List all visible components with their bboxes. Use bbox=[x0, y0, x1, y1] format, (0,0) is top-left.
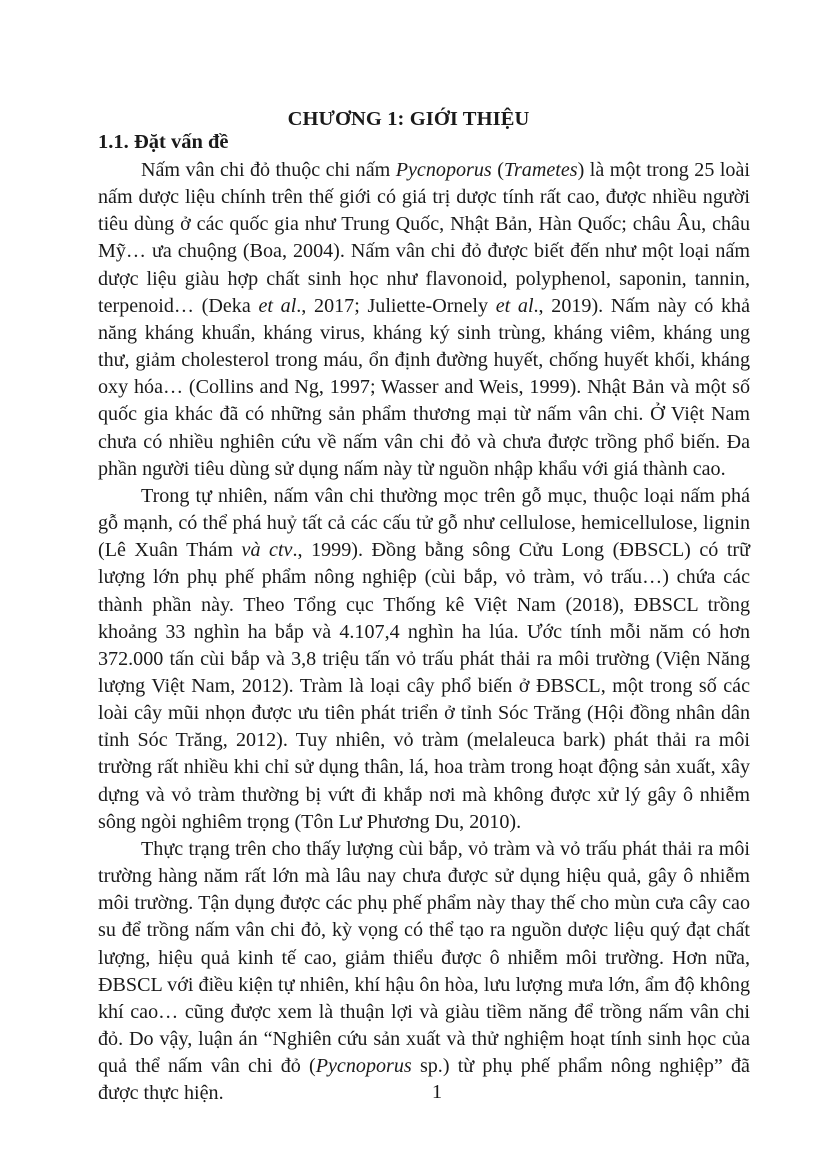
text-run: Nấm vân chi đỏ thuộc chi nấm bbox=[141, 159, 396, 181]
text-run: ( bbox=[491, 159, 504, 181]
text-run: ., 2017; Juliette-Ornely bbox=[296, 294, 496, 317]
italic-text: et al bbox=[495, 294, 534, 317]
text-run: ) là một trong 25 loài nấm dược liệu chính trên thế giới có giá trị dược tính rất cao, được nhiều người tiêu dùng ở các quốc gia như Trung Quốc, Nhật Bản, Hàn Quốc; châu Âu, châu Mỹ… ưa chuộng (Boa, 2004). Nấm vân chi đỏ được biết đến như một loại nấm dược liệu giàu hợp chất sinh học như flavonoid, polyphenol, saponin, tannin, terpenoid… (Deka bbox=[98, 159, 750, 317]
text-run: ., 2019). Nấm này có khả năng kháng khuẩn, kháng virus, kháng ký sinh trùng, kháng viêm, kháng ung thư, giảm cholesterol trong máu, ổn định đường huyết, chống huyết khối, kháng oxy hóa… (Collins and Ng, 1997; Wasser and Weis, 1999). Nhật Bản và một số quốc gia khác đã có những sản phẩm thương mại từ nấm vân chi. Ở Việt Nam chưa có nhiều nghiên cứu về nấm vân chi đỏ và chưa được trồng phổ biến. Đa phần người tiêu dùng sử dụng nấm này từ nguồn nhập khẩu với giá thành cao. bbox=[98, 294, 750, 480]
text-run: Trong tự nhiên, nấm vân chi thường mọc trên gỗ mục, thuộc loại nấm phá gỗ mạnh, có thể phá huỷ tất cả các cấu tử gỗ như cellulose, hemicellulose, lignin (Lê Xuân Thám bbox=[98, 484, 750, 562]
italic-text: Pycnoporus bbox=[395, 159, 492, 181]
text-run: Thực trạng trên cho thấy lượng cùi bắp, vỏ tràm và vỏ trấu phát thải ra môi trường hàng năm rất lớn mà lâu nay chưa được sử dụng hiệu quả, gây ô nhiễm môi trường. Tận dụng được các phụ phế phẩm này thay thế cho mùn cưa cây cao su để trồng nấm vân chi đỏ, kỳ vọng có thể tạo ra nguồn dược liệu quý đạt chất lượng, hiệu quả kinh tế cao, giảm thiểu được ô nhiễm môi trường. Hơn nữa, ĐBSCL với điều kiện tự nhiên, khí hậu ôn hòa, lưu lượng mưa lớn, ẩm độ không khí cao… cũng được xem là thuận lợi và giàu tiềm năng để trồng nấm vân chi đỏ. Do vậy, luận án “Nghiên cứu sản xuất và thử nghiệm hoạt tính sinh học của quả thể nấm vân chi đỏ ( bbox=[98, 837, 750, 1078]
italic-text: Trametes bbox=[503, 159, 578, 181]
section-heading bbox=[98, 131, 229, 154]
page-number: 1 bbox=[431, 1081, 443, 1103]
text-run: sp.) từ phụ phế phẩm nông nghiệp” đã được thực hiện. bbox=[98, 1055, 750, 1105]
italic-text: Pycnoporus bbox=[315, 1055, 412, 1078]
section-title: Đặt vấn đề bbox=[134, 131, 229, 153]
italic-text: và ctv bbox=[241, 539, 293, 562]
body-text bbox=[98, 157, 750, 1107]
text-run: ., 1999). Đồng bằng sông Cửu Long (ĐBSCL) có trữ lượng lớn phụ phế phẩm nông nghiệp (cùi bắp, vỏ tràm, vỏ trấu…) chứa các thành phần này. Theo Tổng cục Thống kê Việt Nam (2018), ĐBSCL trồng khoảng 33 nghìn ha bắp và 4.107,4 nghìn ha lúa. Ước tính mỗi năm có hơn 372.000 tấn cùi bắp và 3,8 triệu tấn vỏ trấu phát thải ra môi trường (Viện Năng lượng Việt Nam, 2012). Tràm là loại cây phổ biến ở ĐBSCL, một trong số các loài cây mũi nhọn được ưu tiên phát triển ở tỉnh Sóc Trăng (Hội đồng nhân dân tỉnh Sóc Trăng, 2012). Tuy nhiên, vỏ tràm (melaleuca bark) phát thải ra môi trường rất nhiều khi chỉ sử dụng thân, lá, hoa tràm trong hoạt động sản xuất, xây dựng và vỏ tràm thường bị vứt đi khắp nơi mà không được xử lý gây ô nhiễm sông ngòi nghiêm trọng (Tôn Lư Phương Du, 2010). bbox=[98, 539, 750, 833]
paragraph bbox=[98, 483, 750, 836]
italic-text: et al bbox=[258, 294, 297, 317]
chapter-title: CHƯƠNG 1: GIỚI THIỆU bbox=[287, 108, 530, 130]
paragraph bbox=[98, 836, 750, 1108]
section-number: 1.1. bbox=[98, 131, 129, 153]
paragraph bbox=[98, 157, 750, 483]
